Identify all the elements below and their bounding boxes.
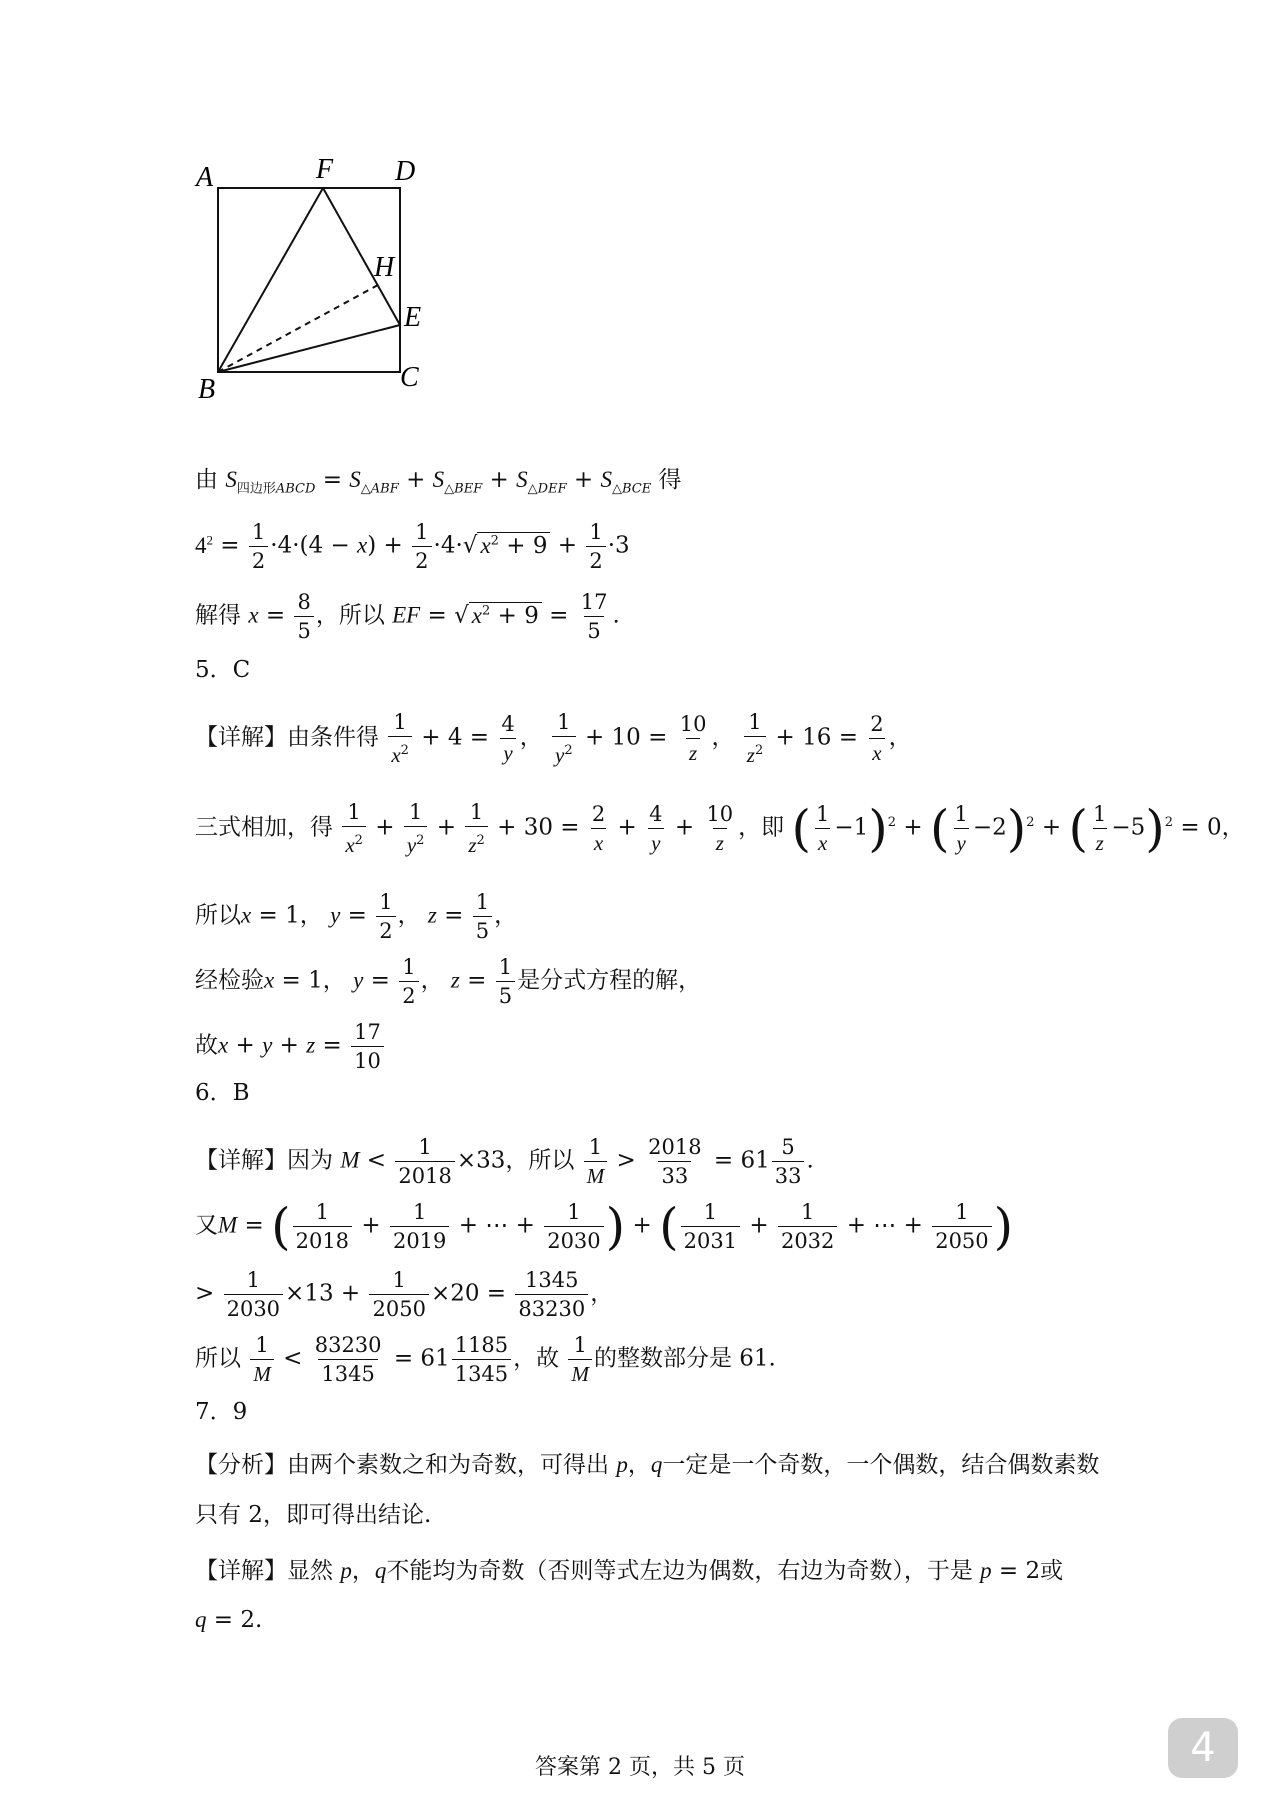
q5-detail-line2: 三式相加，得 $\frac{1}{x^2}$ + $\frac{1}{y^2}$ + $\frac{1}{z^2}$ + 30 = $\frac{2}{x}$ + $\frac{4}{y}$ + $\frac{10}{z}$ ，即 ( $\frac{1}{x}$ −1)$^2$ + ( $\frac{1}{y}$ −2)$^2$ + ( $\frac{1}{z}$ −5)$^2$ = 0， [195, 799, 1245, 858]
square-abcd [218, 188, 400, 372]
q7-detail-line2: q = 2. [195, 1607, 263, 1633]
q5-detail-line3: 所以x = 1， y = $\frac{1}{2}$ ， z = $\frac{1}{5}$ ， [195, 890, 518, 943]
q6-detail-line4: 所以 $\frac{1}{M}$ < $\frac{83230}{1345}$ = 61 $\frac{1185}{1345}$ ，故 $\frac{1}{M}$ 的整数部分是 61. [195, 1333, 776, 1386]
q5-detail-line5: 故x + y + z = $\frac{17}{10}$ [195, 1020, 386, 1073]
q7-analysis-line2: 只有 2，即可得出结论. [195, 1502, 432, 1528]
solution-line: 解得 x = $\frac{8}{5}$ ，所以 EF = √ $x^2 + 9$ = $\frac{17}{5}$ . [195, 590, 620, 643]
segment-be [218, 325, 400, 372]
q7-analysis-line1: 【分析】由两个素数之和为奇数，可得出 p，q一定是一个奇数，一个偶数，结合偶数素数 [195, 1452, 1100, 1478]
page-footer: 答案第 2 页，共 5 页 [535, 1755, 745, 1780]
label-c: C [400, 362, 419, 393]
label-d: D [395, 156, 416, 187]
q5-detail-line4: 经检验x = 1， y = $\frac{1}{2}$ ， z = $\frac{1}{5}$ 是分式方程的解， [195, 955, 702, 1008]
q5-heading: 5．C [195, 657, 251, 683]
q5-detail-line1: 【详解】由条件得 $\frac{1}{x^2}$ + 4 = $\frac{4}{y}$ ， $\frac{1}{y^2}$ + 10 = $\frac{10}{z}$ ， $\frac{1}{z^2}$ + 16 = $\frac{2}{x}$ ， [195, 710, 912, 767]
q6-detail-line3: > $\frac{1}{2030}$ ×13 + $\frac{1}{2050}$ ×20 = $\frac{1345}{83230}$ ， [195, 1268, 614, 1321]
area-equation-line: 由 $S_{四边形ABCD} = S_{\triangle ABF} + S_{\triangle BEF} + S_{\triangle DEF} + S_{\triangle BCE}$ 得 [195, 467, 682, 497]
label-a: A [196, 162, 214, 193]
area-expansion-line: $4^2$ = $\frac{1}{2}$ ·4·(4 − x) + $\frac{1}{2}$ ·4·√ $x^2 + 9$ + $\frac{1}{2}$ ·3 [195, 520, 630, 573]
q7-heading: 7．9 [195, 1399, 248, 1425]
geometry-figure [190, 150, 450, 400]
label-b: B [198, 374, 216, 400]
page-number-badge[interactable]: 4 [1168, 1718, 1238, 1778]
label-f: F [316, 154, 334, 185]
q6-heading: 6．B [195, 1080, 250, 1106]
q6-detail-line1: 【详解】因为 M < $\frac{1}{2018}$ ×33，所以 $\frac{1}{M}$ > $\frac{2018}{33}$ = 61 $\frac{5}{33}$ . [195, 1135, 814, 1188]
label-e: E [404, 302, 422, 333]
label-h: H [374, 252, 395, 283]
q7-detail-line1: 【详解】显然 p，q不能均为奇数（否则等式左边为偶数，右边为奇数），于是 p = 2或 [195, 1558, 1064, 1584]
q6-detail-line2: 又M = ( $\frac{1}{2018}$ + $\frac{1}{2019}$ + ⋯ + $\frac{1}{2030}$ ) + ( $\frac{1}{2031}$ + $\frac{1}{2032}$ + ⋯ + $\frac{1}{2050}$ ) [195, 1197, 1014, 1256]
